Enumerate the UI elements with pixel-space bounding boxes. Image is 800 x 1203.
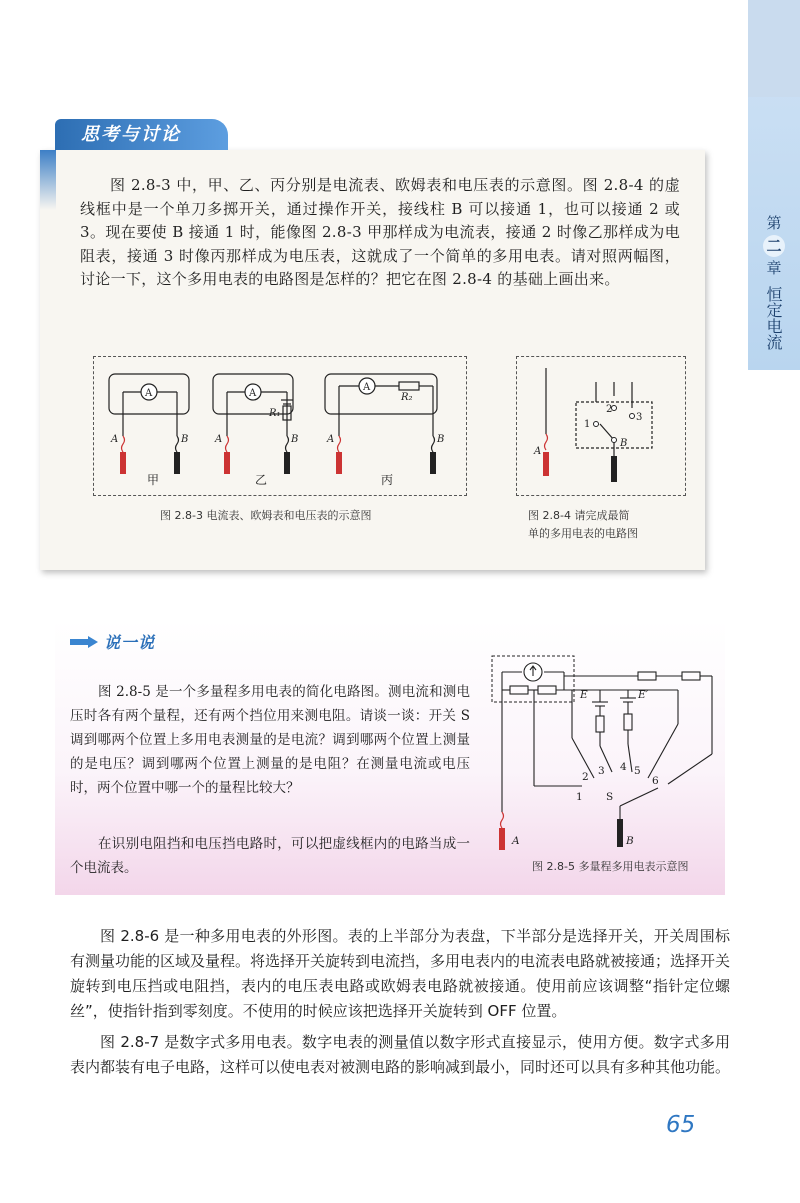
body-paragraph-2: 图 2.8-7 是数字式多用电表。数字电表的测量值以数字形式直接显示，使用方便。数字式多用表内都装有电子电路，这样可以使电表对被测电路的影响减到最小，同时还可以具有多种其他功能。 <box>70 1033 731 1076</box>
fig-2-8-5-diagram <box>488 654 718 854</box>
switch-contact-2: 2 <box>582 771 589 783</box>
say-paragraph-1: 图 2.8-5 是一个多量程多用电表的简化电路图。测电流和测电压时各有两个量程，还有两个挡位用来测电阻。请谈一谈：开关 S 调到哪两个位置上多用电表测量的是电流？调到哪两个位置上测量的是电压？调到哪两个位置上测量的是电阻？在测量电流或电压时，两个位置中哪一个的量程比较大？ <box>70 684 470 796</box>
fig-2-8-3-diagram <box>93 356 467 496</box>
switch-contact-5: 5 <box>634 765 641 777</box>
switch-contact-1: 1 <box>576 791 583 803</box>
meter-a-label: A <box>145 388 153 399</box>
r2-label: R₂ <box>401 392 413 403</box>
chapter-suffix: 章 <box>766 259 782 277</box>
terminal-b: B <box>626 835 634 847</box>
battery-e-prime-label: E′ <box>638 689 649 701</box>
terminal-b: B <box>620 438 628 449</box>
say-paragraph-2: 在识别电阻挡和电压挡电路时，可以把虚线框内的电路当成一个电流表。 <box>70 836 470 876</box>
contact-2: 2 <box>606 404 613 415</box>
terminal-a: A <box>215 434 223 445</box>
fig-2-8-5-caption: 图 2.8-5 多量程多用电表示意图 <box>532 860 689 873</box>
page-number: 65 <box>666 1112 696 1138</box>
terminal-a: A <box>534 446 542 457</box>
fig-2-8-4-caption <box>528 507 638 543</box>
sub-label-bing: 丙 <box>381 473 394 487</box>
battery-e-label: E <box>580 689 588 701</box>
think-discuss-header: 思考与讨论 <box>55 119 228 150</box>
fig-2-8-4-diagram <box>516 356 686 496</box>
body-paragraph-1: 图 2.8-6 是一种多用电表的外形图。表的上半部分为表盘，下半部分是选择开关，开关周围标有测量功能的区域及量程。将选择开关旋转到电流挡，多用电表内的电流表电路就被接通；选择开关旋转到电压挡或电阻挡，表内的电压表电路或欧姆表电路就被接通。使用前应该调整“指针定位螺丝”，使指针指到零刻度。不使用的时候应该把选择开关旋转到 OFF 位置。 <box>70 927 731 1020</box>
terminal-a: A <box>327 434 335 445</box>
sub-label-jia: 甲 <box>147 473 160 487</box>
sub-label-yi: 乙 <box>255 473 268 487</box>
chapter-number: 二 <box>763 235 785 257</box>
terminal-b: B <box>291 434 299 445</box>
chapter-prefix: 第 <box>766 214 782 232</box>
chapter-title: 恒定电流 <box>764 286 783 350</box>
chapter-label <box>752 214 796 350</box>
contact-1: 1 <box>584 419 591 430</box>
switch-contact-3: 3 <box>598 765 605 777</box>
switch-contact-6: 6 <box>652 775 659 787</box>
meter-a-label: A <box>363 382 371 393</box>
arrow-icon <box>70 636 98 648</box>
terminal-b: B <box>437 434 445 445</box>
think-paragraph: 图 2.8-3 中，甲、乙、丙分别是电流表、欧姆表和电压表的示意图。图 2.8-4 的虚线框中是一个单刀多掷开关，通过操作开关，接线柱 B 可以接通 1，也可以接通 2 或 3。现在要使 B 接通 1 时，能像图 2.8-3 甲那样成为电流表，接通 2 时像乙那样成为电阻表，接通 3 时像丙那样成为电压表，这就成了一个简单的多用电表。请对照两幅图，讨论一下，这个多用电表的电路图是怎样的？把它在图 2.8-4 的基础上画出来。 <box>80 176 680 288</box>
switch-contact-4: 4 <box>620 761 627 773</box>
fig-2-8-4-caption-line2: 单的多用电表的电路图 <box>528 527 638 540</box>
fig-2-8-4-caption-line1: 图 2.8-4 请完成最简 <box>528 509 630 522</box>
terminal-a: A <box>512 835 520 847</box>
meter-a-label: A <box>249 388 257 399</box>
terminal-a: A <box>111 434 119 445</box>
switch-s-label: S <box>606 791 614 803</box>
r1-label: R₁ <box>269 408 281 419</box>
say-title: 说一说 <box>104 633 156 652</box>
terminal-b: B <box>181 434 189 445</box>
contact-3: 3 <box>636 412 643 423</box>
fig-2-8-3-caption: 图 2.8-3 电流表、欧姆表和电压表的示意图 <box>160 509 372 522</box>
